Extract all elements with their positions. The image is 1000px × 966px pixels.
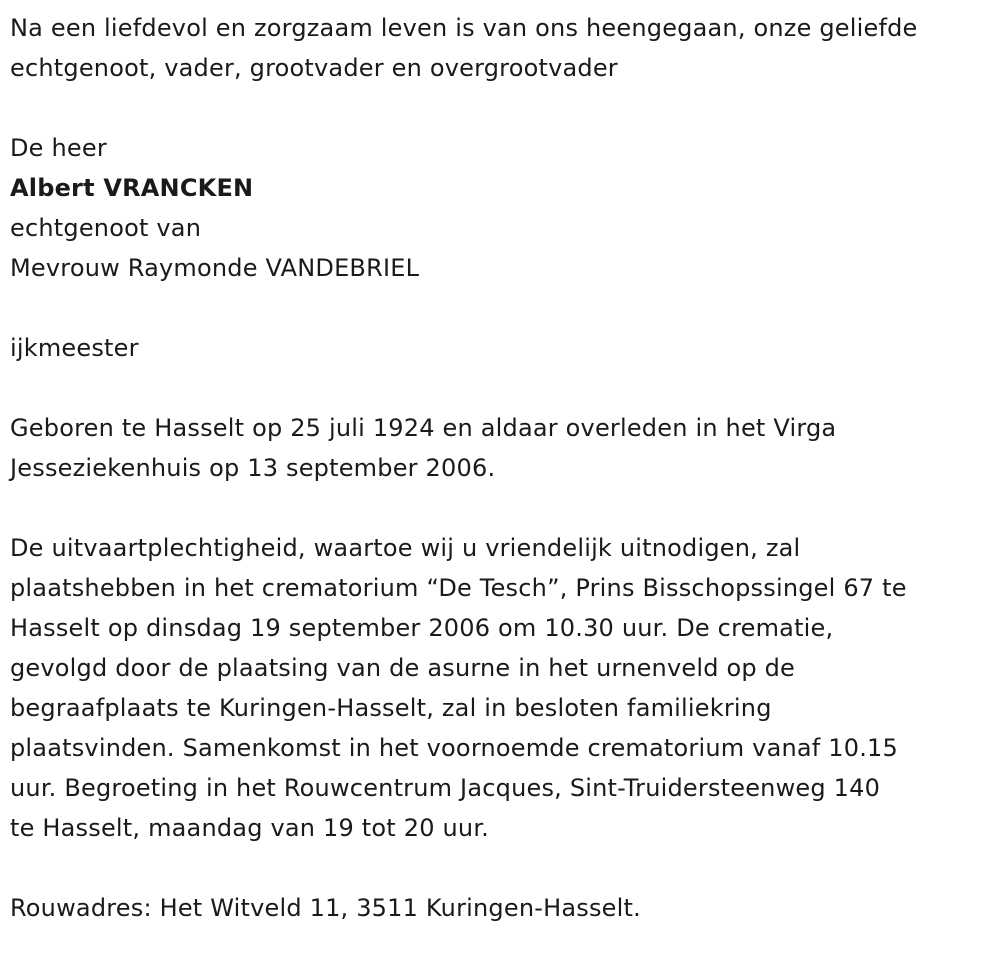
birth-death-line: Jesseziekenhuis op 13 september 2006. (10, 454, 496, 482)
ceremony-line: De uitvaartplechtigheid, waartoe wij u vriendelijk uitnodigen, zal (10, 534, 801, 562)
birth-death-line: Geboren te Hasselt op 25 juli 1924 en aldaar overleden in het Virga (10, 414, 837, 442)
profession: ijkmeester (10, 334, 139, 362)
spouse-name: Mevrouw Raymonde VANDEBRIEL (10, 254, 420, 282)
relation-label: echtgenoot van (10, 214, 202, 242)
ceremony-line: uur. Begroeting in het Rouwcentrum Jacques, Sint-Truidersteenweg 140 (10, 774, 881, 802)
ceremony-paragraph (10, 528, 995, 848)
ceremony-line: te Hasselt, maandag van 19 tot 20 uur. (10, 814, 490, 842)
intro-paragraph (10, 8, 995, 88)
intro-line: Na een liefdevol en zorgzaam leven is van ons heengegaan, onze geliefde (10, 14, 918, 42)
ceremony-line: Hasselt op dinsdag 19 september 2006 om 10.30 uur. De crematie, (10, 614, 834, 642)
birth-death-paragraph (10, 408, 995, 488)
salutation: De heer (10, 134, 107, 162)
ceremony-line: gevolgd door de plaatsing van de asurne in het urnenveld op de (10, 654, 796, 682)
deceased-name: Albert VRANCKEN (10, 174, 254, 202)
obituary-document (10, 8, 995, 928)
ceremony-line: begraafplaats te Kuringen-Hasselt, zal in besloten familiekring (10, 694, 772, 722)
ceremony-line: plaatsvinden. Samenkomst in het voornoemde crematorium vanaf 10.15 (10, 734, 898, 762)
mourning-address: Rouwadres: Het Witveld 11, 3511 Kuringen-Hasselt. (10, 894, 641, 922)
ceremony-line: plaatshebben in het crematorium “De Tesch”, Prins Bisschopssingel 67 te (10, 574, 907, 602)
intro-line: echtgenoot, vader, grootvader en overgrootvader (10, 54, 618, 82)
